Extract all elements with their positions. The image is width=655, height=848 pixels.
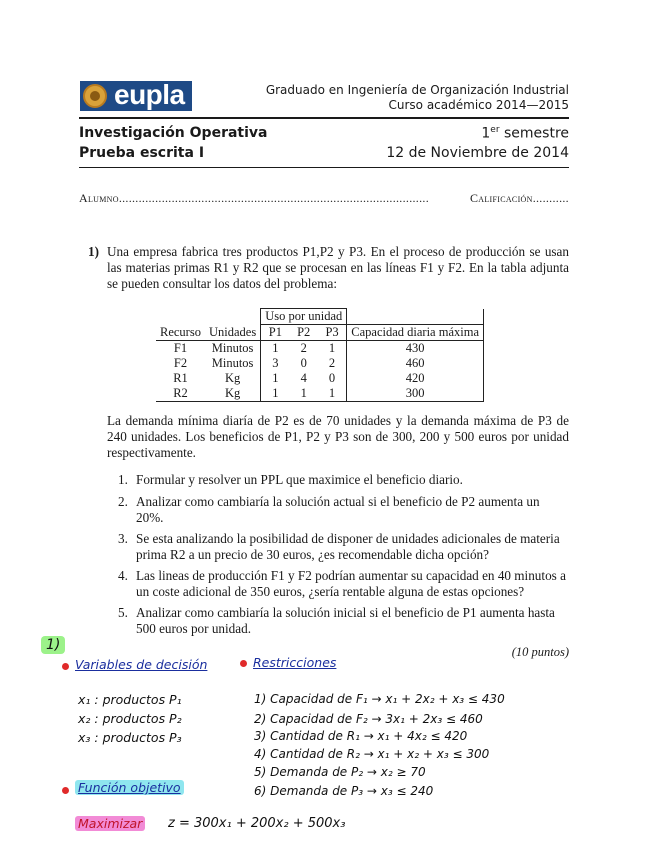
- table-row: R2 Kg 1 1 1 300: [156, 386, 484, 402]
- restriction-item: 5) Demanda de P₂ → x₂ ≥ 70: [254, 765, 426, 779]
- university-seal-icon: [83, 84, 107, 108]
- bullet-icon: [62, 787, 69, 794]
- problem-intro: Una empresa fabrica tres productos P1,P2 y P3. En el proceso de producción se usan las materias primas R1 y R2 que se procesan en las líneas F1 y F2. En la tabla adjunta se pueden consultar los datos del problema:: [107, 244, 569, 291]
- restriction-item: 6) Demanda de P₃ → x₃ ≤ 240: [254, 784, 434, 798]
- semester: 1er semestre: [481, 125, 569, 142]
- table-header: Capacidad diaria máxima: [347, 325, 484, 341]
- variable-item: x₂ : productos P₂: [78, 711, 182, 726]
- task-item: 3. Se esta analizando la posibilidad de disponer de unidades adicionales de materia prima R2 a un precio de 30 euros, ¿es recomendable dicha opción?: [118, 531, 560, 562]
- restriction-item: 4) Cantidad de R₂ → x₁ + x₂ + x₃ ≤ 300: [254, 747, 490, 761]
- variables-title: Variables de decisión: [75, 657, 208, 672]
- restriction-item: 3) Cantidad de R₁ → x₁ + 4x₂ ≤ 420: [254, 729, 468, 743]
- variable-item: x₃ : productos P₃: [78, 730, 182, 745]
- calificacion-dots: ...........: [532, 191, 569, 205]
- header-rule: [79, 117, 569, 119]
- objetivo-title: Función objetivo: [75, 780, 184, 795]
- table-row: F2 Minutos 3 0 2 460: [156, 356, 484, 371]
- alumno-label: Alumno: [79, 191, 119, 205]
- degree-name: Graduado en Ingeniería de Organización Industrial: [265, 83, 569, 97]
- maximizar-label: Maximizar: [75, 816, 145, 831]
- group-header: Uso por unidad: [261, 309, 347, 325]
- restricciones-title: Restricciones: [253, 655, 337, 670]
- task-item: 2. Analizar como cambiaría la solución actual si el beneficio de P2 aumenta un 20%.: [118, 494, 540, 525]
- table-row: F1 Minutos 1 2 1 430: [156, 341, 484, 357]
- table-header: P3: [318, 325, 347, 341]
- table-row: R1 Kg 1 4 0 420: [156, 371, 484, 386]
- variable-item: x₁ : productos P₁: [78, 692, 182, 707]
- task-item: 5. Analizar como cambiaría la solución inicial si el beneficio de P1 aumenta hasta 500 euros por unidad.: [118, 605, 555, 636]
- task-item: 1. Formular y resolver un PPL que maximice el beneficio diario.: [118, 472, 463, 487]
- table-header: Recurso: [156, 325, 205, 341]
- points-label: (10 puntos): [511, 645, 569, 659]
- restriction-item: 2) Capacidad de F₂ → 3x₁ + 2x₃ ≤ 460: [254, 712, 483, 726]
- academic-year: Curso académico 2014—2015: [388, 98, 569, 112]
- exam-title: Prueba escrita I: [79, 145, 205, 161]
- demand-text: La demanda mínima diaría de P2 es de 70 unidades y la demanda máxima de P3 de 240 unidades. Los beneficios de P1, P2 y P3 son de 300, 200 y 500 euros por unidad respectivamente.: [107, 413, 569, 460]
- alumno-dots: ..............................................................................................: [118, 191, 430, 205]
- bullet-icon: [62, 663, 69, 670]
- task-item: 4. Las lineas de producción F1 y F2 podrían aumentar su capacidad en 40 minutos a un coste adicional de 350 euros, ¿sería rentable alguna de estas opciones?: [118, 568, 566, 599]
- course-title: Investigación Operativa: [79, 125, 268, 141]
- table-header: Unidades: [205, 325, 261, 341]
- bullet-icon: [240, 660, 247, 667]
- student-line: [79, 191, 569, 206]
- objective-function: z = 300x₁ + 200x₂ + 500x₃: [168, 816, 346, 831]
- calificacion-label: Calificación: [469, 191, 533, 205]
- table-header: P2: [290, 325, 318, 341]
- data-table: [156, 308, 484, 402]
- solution-label: 1): [41, 636, 65, 654]
- table-header: P1: [261, 325, 290, 341]
- eupla-logo: [80, 81, 192, 111]
- subheader-rule: [79, 167, 569, 168]
- problem-number: 1): [88, 244, 99, 259]
- logo-text: eupla: [114, 79, 185, 110]
- exam-date: 12 de Noviembre de 2014: [386, 145, 569, 161]
- restriction-item: 1) Capacidad de F₁ → x₁ + 2x₂ + x₃ ≤ 430: [254, 692, 505, 706]
